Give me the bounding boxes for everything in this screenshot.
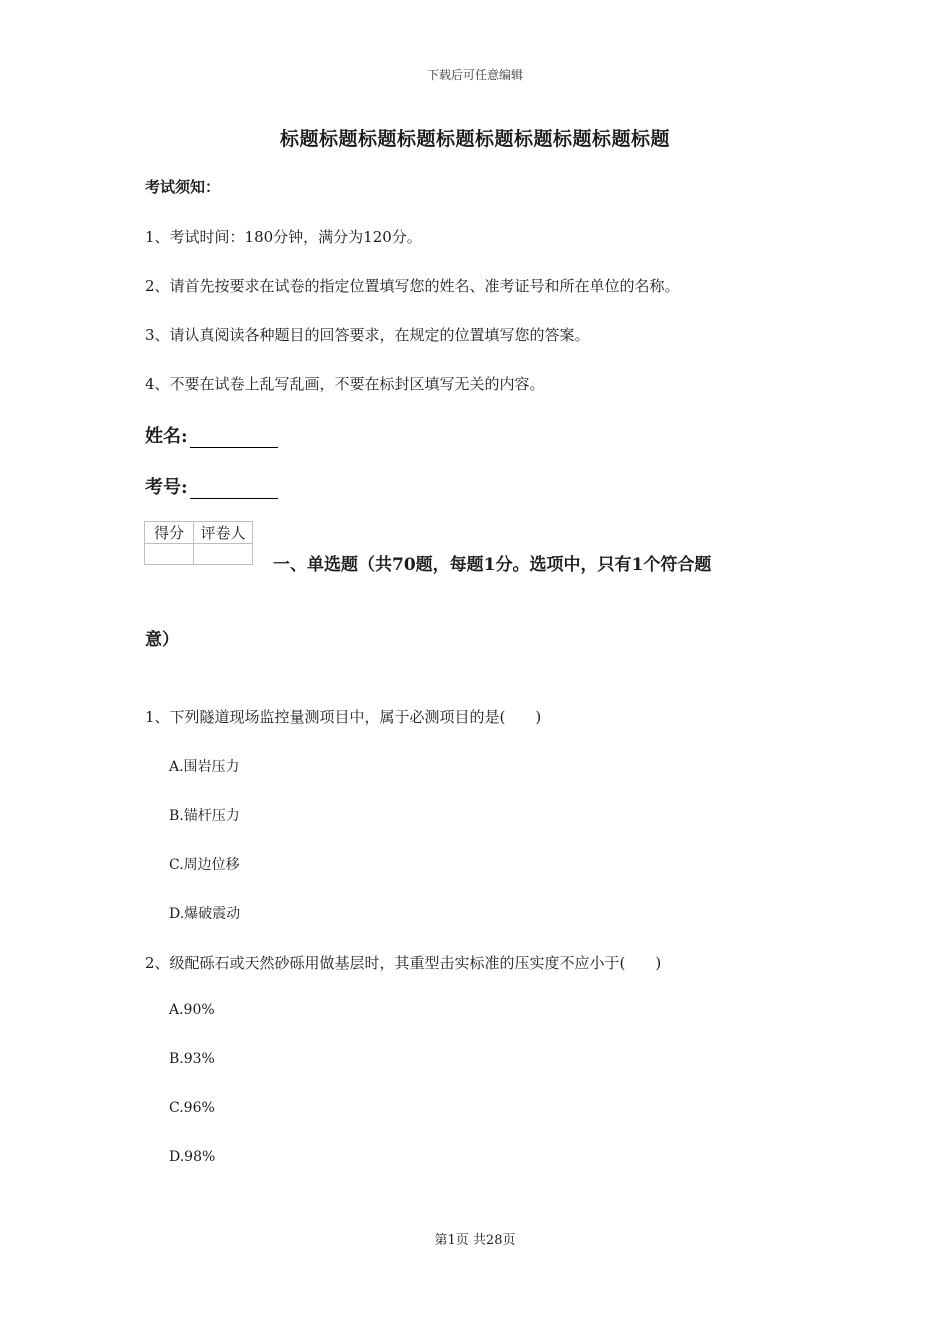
name-blank-line[interactable] [190,427,278,448]
question-2-option-a[interactable]: A.90% [169,1002,215,1018]
question-1-option-c[interactable]: C.周边位移 [169,857,240,873]
notice-heading: 考试须知： [145,178,221,196]
header-note: 下载后可任意编辑 [426,68,523,82]
question-1: 1、下列隧道现场监控量测项目中，属于必测项目的是( ) [145,708,542,726]
question-1-option-a[interactable]: A.围岩压力 [169,759,240,775]
section-title-line1: 一、单选题（共70题，每题1分。选项中，只有1个符合题 [273,555,712,575]
exam-number-field[interactable] [145,473,278,499]
score-cell[interactable] [145,544,194,565]
page-footer: 第1页 共28页 [434,1233,516,1248]
name-label: 姓名: [145,426,188,447]
exam-number-label: 考号: [145,477,188,498]
question-2-option-b[interactable]: B.93% [169,1051,215,1067]
question-1-option-b[interactable]: B.锚杆压力 [169,808,240,824]
notice-rule-3: 3、请认真阅读各种题目的回答要求，在规定的位置填写您的答案。 [145,326,590,344]
notice-rule-1: 1、考试时间：180分钟，满分为120分。 [145,228,422,246]
question-2-option-d[interactable]: D.98% [169,1149,216,1165]
notice-rule-2: 2、请首先按要求在试卷的指定位置填写您的姓名、准考证号和所在单位的名称。 [145,277,680,295]
question-1-option-d[interactable]: D.爆破震动 [169,906,241,922]
score-header: 得分 [145,522,194,544]
grader-header: 评卷人 [194,522,253,544]
score-table [144,521,253,565]
grader-cell[interactable] [194,544,253,565]
question-2: 2、级配砾石或天然砂砾用做基层时，其重型击实标准的压实度不应小于( ) [145,954,662,972]
question-2-option-c[interactable]: C.96% [169,1100,215,1116]
page-title: 标题标题标题标题标题标题标题标题标题标题 [279,128,670,150]
notice-rule-4: 4、不要在试卷上乱写乱画，不要在标封区填写无关的内容。 [145,375,545,393]
exam-number-blank-line[interactable] [190,478,278,499]
section-title-line2: 意） [145,630,179,650]
name-field[interactable] [145,422,278,448]
